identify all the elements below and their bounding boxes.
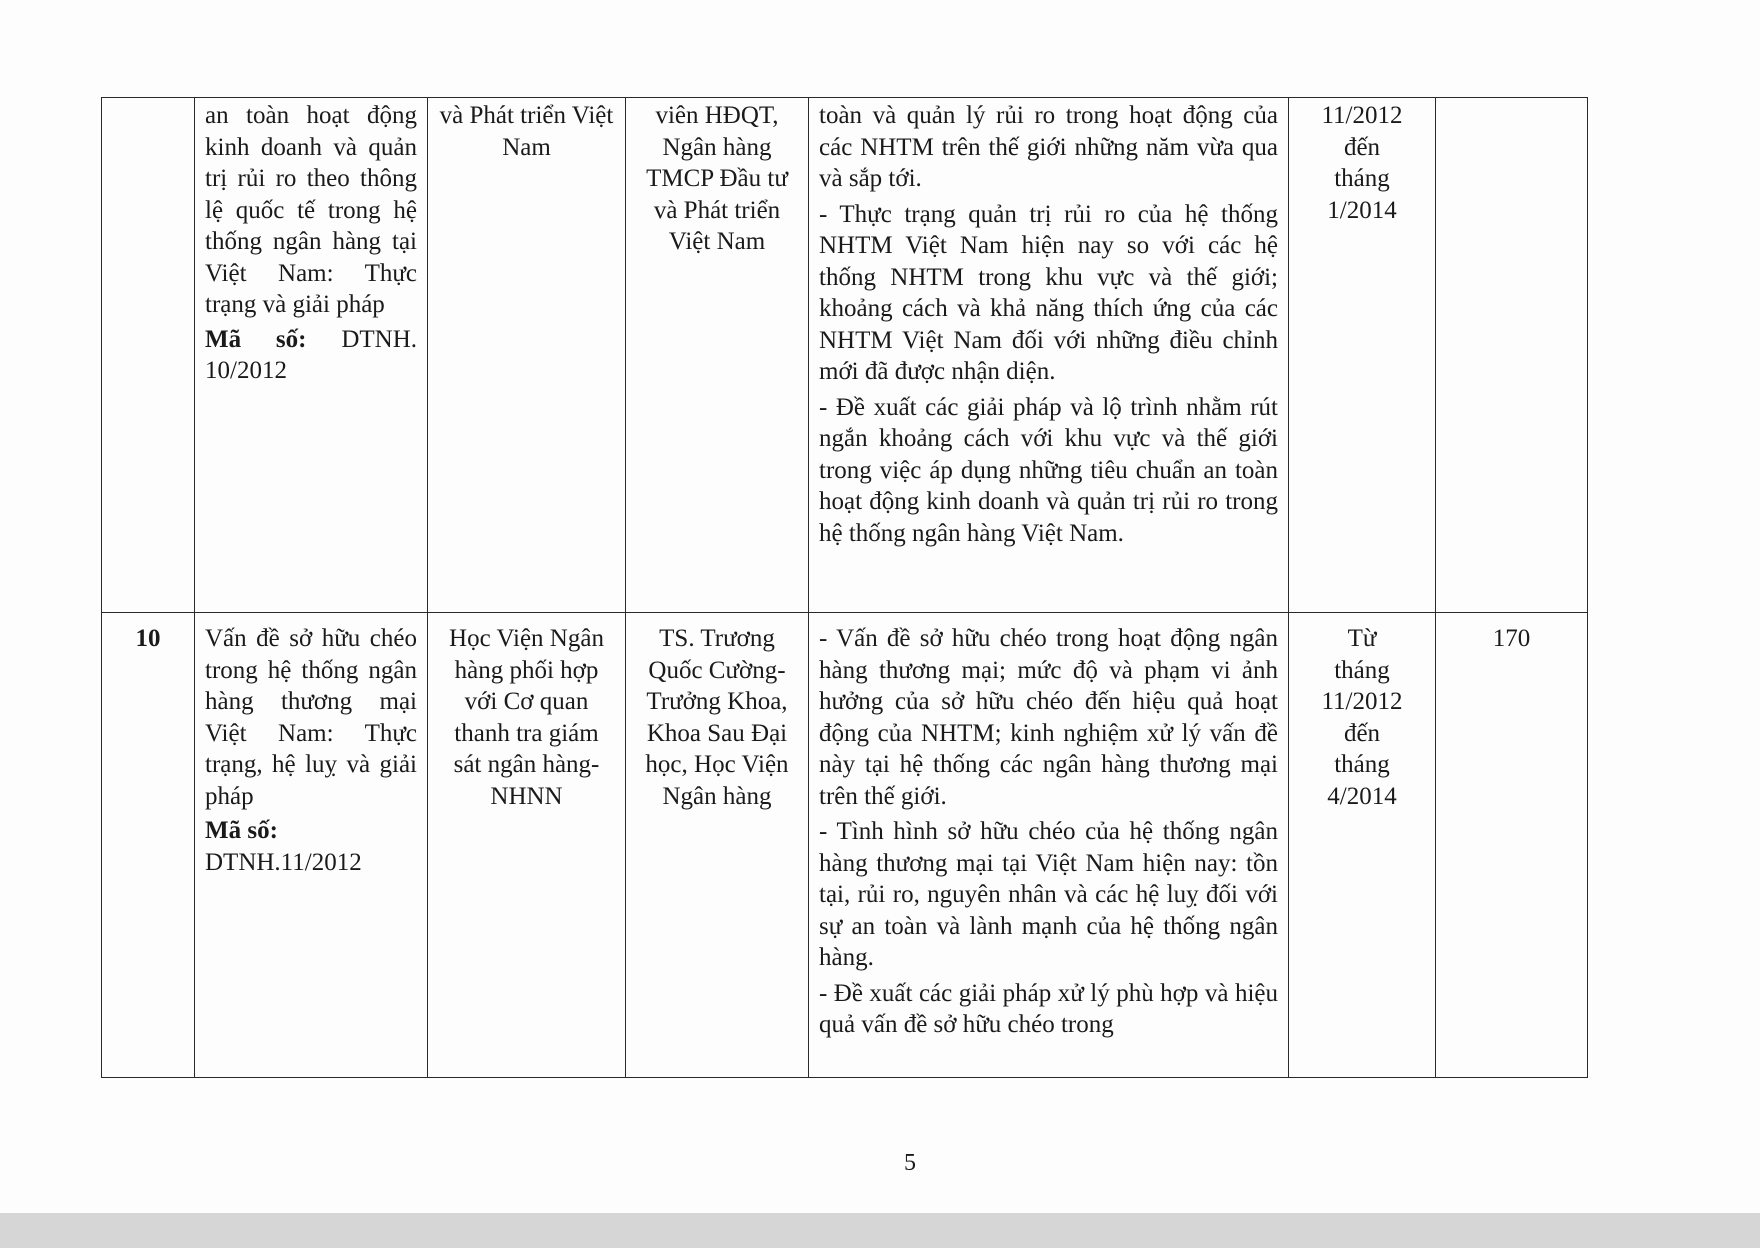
topic-code-label: Mã số: xyxy=(205,817,278,844)
content-paragraph: toàn và quản lý rủi ro trong hoạt động của các NHTM trên thế giới những năm vừa qua và sắp tới. xyxy=(819,102,1278,192)
table-row xyxy=(102,98,1588,613)
content-paragraph: - Thực trạng quản trị rủi ro của hệ thống NHTM Việt Nam hiện nay so với các hệ thống NHTM trong khu vực và thế giới; khoảng cách và khả năng thích ứng của các NHTM Việt Nam đối với những điều chỉnh mới đã được nhận diện. xyxy=(819,200,1278,385)
duration-line: tháng xyxy=(1334,656,1390,684)
duration-line: Từ xyxy=(1347,625,1377,652)
budget-cell xyxy=(1436,98,1588,613)
row-number-cell xyxy=(102,98,195,613)
project-lead-cell: TS. Trương Quốc Cường- Trưởng Khoa, Khoa Sau Đại học, Học Viện Ngân hàng xyxy=(626,613,809,1078)
topic-title-cell xyxy=(195,613,428,1078)
research-content-cell xyxy=(809,98,1289,613)
duration-line: đến xyxy=(1343,133,1381,161)
research-topics-table xyxy=(101,97,1588,1078)
content-paragraph: - Đề xuất các giải pháp và lộ trình nhằm rút ngắn khoảng cách với khu vực và thế giới trong việc áp dụng những tiêu chuẩn an toàn hoạt động kinh doanh và quản trị rủi ro trong hệ thống ngân hàng Việt Nam. xyxy=(819,393,1278,547)
host-organization-cell: và Phát triển Việt Nam xyxy=(428,98,626,613)
duration-line: 11/2012 xyxy=(1321,102,1403,129)
topic-title: an toàn hoạt động kinh doanh và quản trị rủi ro theo thông lệ quốc tế trong hệ thống ngân hàng tại Việt Nam: Thực trạng và giải pháp xyxy=(205,102,417,318)
project-lead-cell: viên HĐQT, Ngân hàng TMCP Đầu tư và Phát triển Việt Nam xyxy=(626,98,809,613)
page-number: 5 xyxy=(904,1150,916,1176)
topic-code xyxy=(205,324,417,387)
research-content-cell xyxy=(809,613,1289,1078)
content-paragraph: - Vấn đề sở hữu chéo trong hoạt động ngân hàng thương mại; mức độ và phạm vi ảnh hưởng của sở hữu chéo đến hiệu quả hoạt động của NHTM; kinh nghiệm xử lý vấn đề này tại hệ thống các ngân hàng thương mại trên thế giới. xyxy=(819,625,1278,810)
duration-line: tháng xyxy=(1334,165,1390,192)
duration-cell xyxy=(1289,613,1436,1078)
content-paragraph: - Tình hình sở hữu chéo của hệ thống ngân hàng thương mại tại Việt Nam hiện nay: tồn tại, rủi ro, nguyên nhân và các hệ luỵ đối với sự an toàn và lành mạnh của hệ thống ngân hàng. xyxy=(819,818,1278,971)
topic-title: Vấn đề sở hữu chéo trong hệ thống ngân hàng thương mại Việt Nam: Thực trạng, hệ luỵ và giải pháp xyxy=(205,625,417,810)
topic-title-cell xyxy=(195,98,428,613)
duration-line: 11/2012 xyxy=(1321,688,1403,715)
host-organization-cell: Học Viện Ngân hàng phối hợp với Cơ quan thanh tra giám sát ngân hàng- NHNN xyxy=(428,613,626,1078)
duration-line: tháng xyxy=(1334,751,1390,778)
row-number-cell: 10 xyxy=(102,613,195,1078)
topic-code-value: DTNH.11/2012 xyxy=(205,848,362,876)
duration-line: 4/2014 xyxy=(1327,782,1397,810)
topic-code-value: DTNH. 10/2012 xyxy=(205,325,417,384)
topic-code xyxy=(205,815,417,878)
topic-code-label: Mã số: xyxy=(205,325,307,353)
duration-line: 1/2014 xyxy=(1327,196,1397,224)
content-paragraph: - Đề xuất các giải pháp xử lý phù hợp và hiệu quả vấn đề sở hữu chéo trong xyxy=(819,979,1278,1038)
duration-line: đến xyxy=(1343,719,1381,747)
table-row xyxy=(102,613,1588,1078)
budget-cell: 170 xyxy=(1436,613,1588,1078)
duration-cell xyxy=(1289,98,1436,613)
